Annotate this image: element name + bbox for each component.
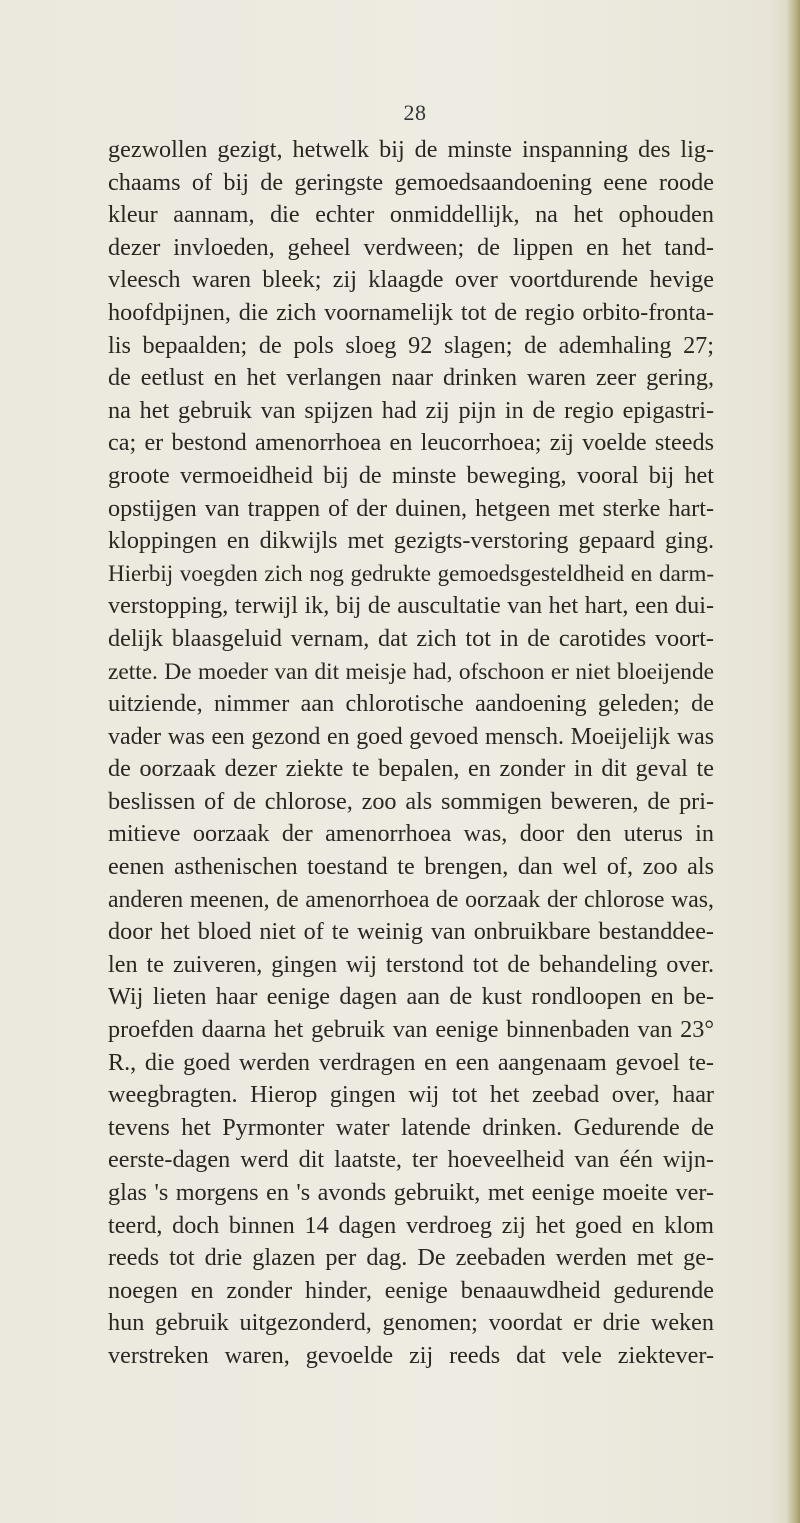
text-line: hoofdpijnen, die zich voornamelijk tot de regio orbito-fronta- — [108, 298, 714, 326]
text-line: mitieve oorzaak der amenorrhoea was, door den uterus in — [108, 820, 714, 848]
text-line: dezer invloeden, geheel verdween; de lippen en het tand- — [108, 233, 714, 261]
text-line: na het gebruik van spijzen had zij pijn in de regio epigastri- — [108, 396, 714, 424]
text-line: eenen asthenischen toestand te brengen, dan wel of, zoo als — [108, 853, 714, 881]
text-line: reeds tot drie glazen per dag. De zeebaden werden met ge- — [108, 1244, 714, 1272]
text-line: teerd, doch binnen 14 dagen verdroeg zij het goed en klom — [108, 1211, 714, 1239]
text-line: kloppingen en dikwijls met gezigts-verstoring gepaard ging. — [108, 527, 714, 555]
text-line: vleesch waren bleek; zij klaagde over voortdurende hevige — [108, 266, 714, 294]
text-line: lis bepaalden; de pols sloeg 92 slagen; de ademhaling 27; — [108, 331, 714, 359]
text-line: gezwollen gezigt, hetwelk bij de minste inspanning des lig- — [108, 136, 714, 163]
text-line: delijk blaasgeluid vernam, dat zich tot in de carotides voort- — [108, 624, 714, 652]
text-line: uitziende, nimmer aan chlorotische aandoening geleden; de — [108, 690, 714, 718]
body-text — [108, 134, 714, 1373]
text-line: Hierbij voegden zich nog gedrukte gemoedsgesteldheid en darm- — [108, 560, 714, 586]
text-line: de oorzaak dezer ziekte te bepalen, en zonder in dit geval te — [108, 755, 714, 783]
text-line: verstopping, terwijl ik, bij de auscultatie van het hart, een dui- — [108, 592, 714, 620]
text-line: R., die goed werden verdragen en een aangenaam gevoel te- — [108, 1048, 714, 1076]
page-number: 28 — [403, 100, 427, 125]
text-line: beslissen of de chlorose, zoo als sommigen beweren, de pri- — [108, 787, 714, 815]
text-line: ca; er bestond amenorrhoea en leucorrhoea; zij voelde steeds — [108, 429, 714, 457]
text-line: opstijgen van trappen of der duinen, hetgeen met sterke hart- — [108, 494, 714, 522]
text-line: vader was een gezond en goed gevoed mensch. Moeijelijk was — [108, 723, 714, 750]
text-line: groote vermoeidheid bij de minste beweging, vooral bij het — [108, 461, 714, 489]
text-line: len te zuiveren, gingen wij terstond tot de behandeling over. — [108, 950, 714, 978]
text-line: Wij lieten haar eenige dagen aan de kust rondloopen en be- — [108, 983, 714, 1011]
page-edge-shadow — [786, 0, 800, 1523]
text-line: glas 's morgens en 's avonds gebruikt, met eenige moeite ver- — [108, 1179, 714, 1206]
text-line: chaams of bij de geringste gemoedsaandoening eene roode — [108, 168, 714, 196]
text-line: anderen meenen, de amenorrhoea de oorzaak der chlorose was, — [108, 886, 714, 913]
text-line: noegen en zonder hinder, eenige benaauwdheid gedurende — [108, 1276, 714, 1304]
text-line: weegbragten. Hierop gingen wij tot het zeebad over, haar — [108, 1081, 714, 1109]
text-line: de eetlust en het verlangen naar drinken waren zeer gering, — [108, 364, 714, 392]
text-line: door het bloed niet of te weinig van onbruikbare bestanddee- — [108, 918, 714, 946]
text-line: eerste-dagen werd dit laatste, ter hoeveelheid van één wijn- — [108, 1146, 714, 1174]
text-line: kleur aannam, die echter onmiddellijk, na het ophouden — [108, 201, 714, 229]
text-line: tevens het Pyrmonter water latende drinken. Gedurende de — [108, 1113, 714, 1141]
text-line: zette. De moeder van dit meisje had, ofschoon er niet bloeijende — [108, 658, 714, 685]
text-line: hun gebruik uitgezonderd, genomen; voordat er drie weken — [108, 1309, 714, 1337]
text-line: proefden daarna het gebruik van eenige binnenbaden van 23° — [108, 1016, 714, 1044]
text-line: verstreken waren, gevoelde zij reeds dat vele ziektever- — [108, 1341, 714, 1369]
